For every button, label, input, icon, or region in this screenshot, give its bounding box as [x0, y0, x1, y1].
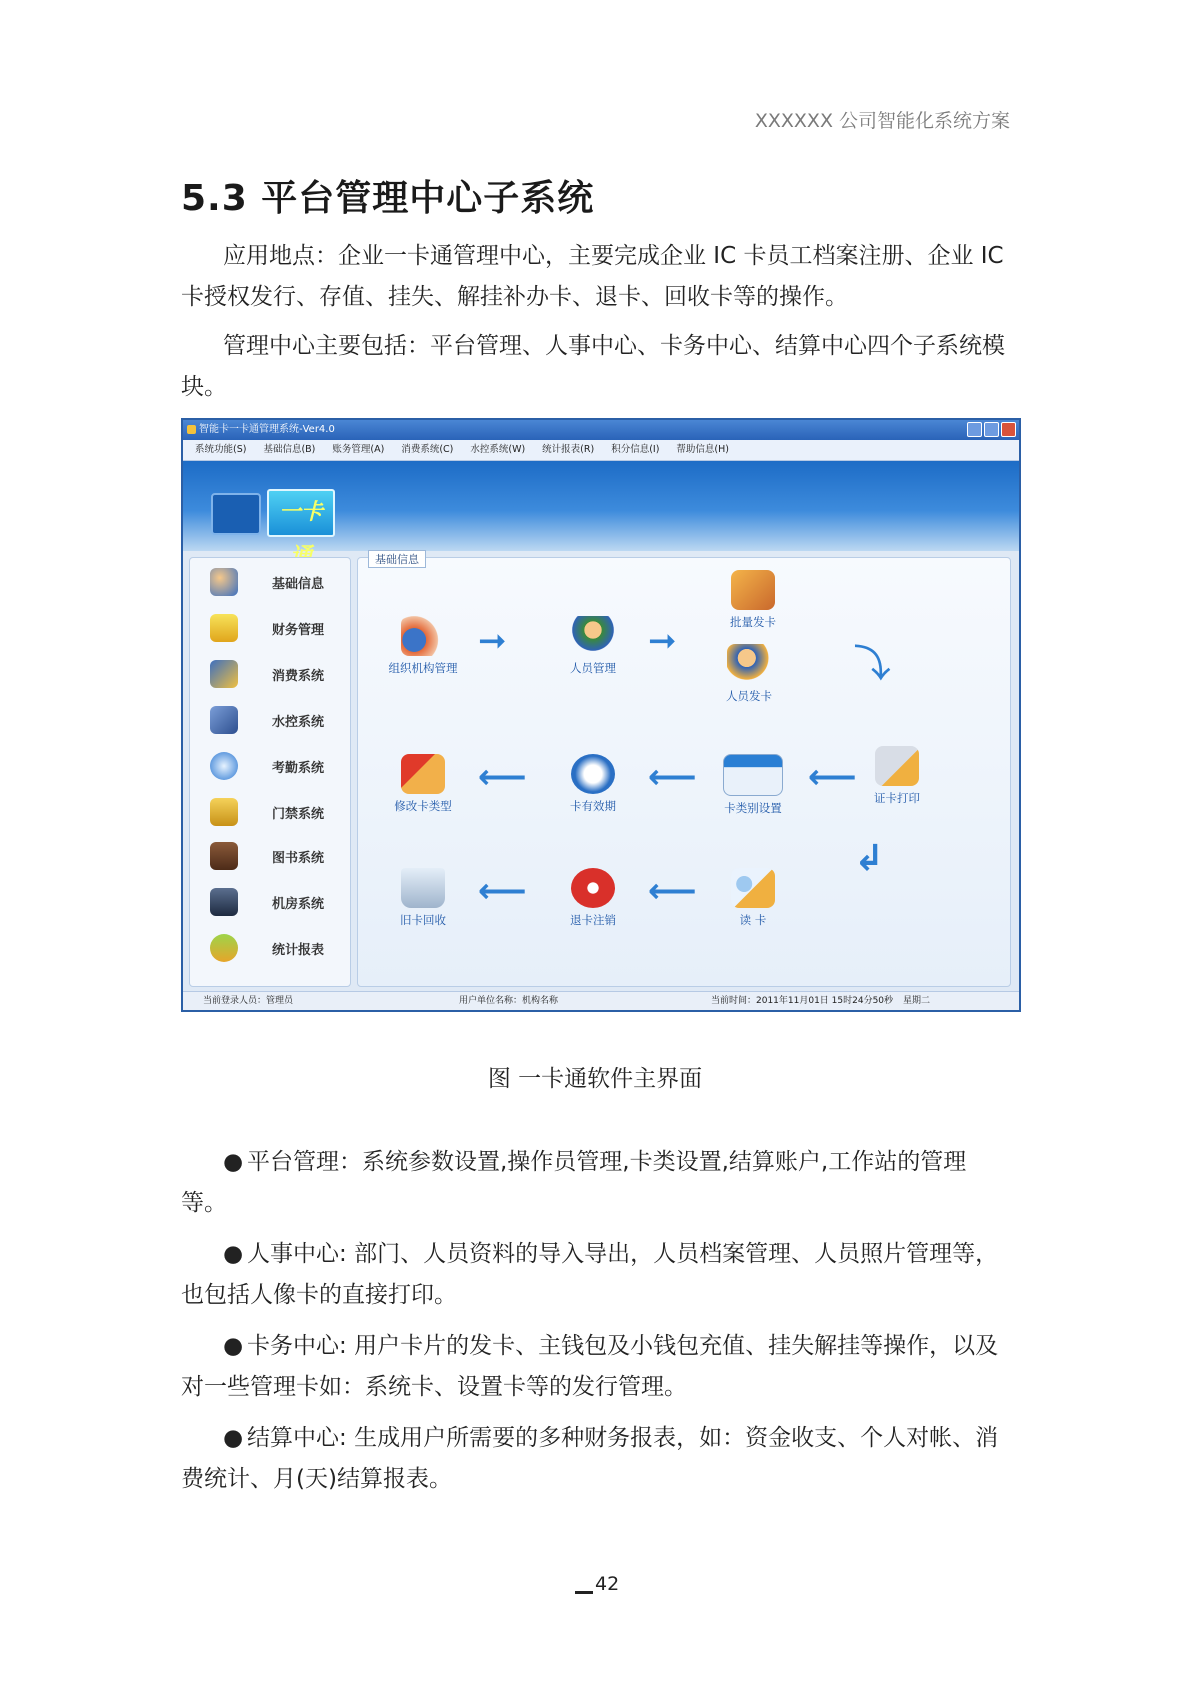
section-title: 5.3 平台管理中心子系统 — [181, 178, 595, 219]
card-settings-icon — [723, 754, 783, 796]
window-title: 智能卡一卡通管理系统-Ver4.0 — [199, 424, 335, 435]
menu-reports[interactable]: 统计报表(R) — [542, 444, 595, 455]
page-number: 42 — [575, 1573, 619, 1595]
safe-icon — [210, 614, 238, 642]
minimize-icon[interactable] — [967, 422, 982, 437]
page-header: XXXXXX 公司智能化系统方案 — [754, 110, 1010, 132]
arrow-left-icon: ⟵ — [478, 871, 527, 911]
person-card-icon — [727, 644, 771, 684]
close-icon[interactable] — [1001, 422, 1016, 437]
sidebar-item-reports[interactable]: 统计报表 — [190, 928, 350, 968]
paragraph-location: 应用地点：企业一卡通管理中心，主要完成企业 IC 卡员工档案注册、企业 IC 卡授权发行、存值、挂失、解挂补办卡、退卡、回收卡等的操作。 — [181, 243, 1004, 310]
app-icon — [187, 425, 196, 434]
sidebar-item-basic-info[interactable]: 基础信息 — [190, 562, 350, 602]
menu-bar — [183, 440, 1019, 461]
logo-text: 一卡 — [267, 489, 335, 537]
sidebar-item-computer-room[interactable]: 机房系统 — [190, 882, 350, 922]
node-modify-card-type[interactable]: 修改卡类型 — [368, 754, 478, 814]
software-screenshot — [181, 418, 1021, 1012]
app-banner — [183, 461, 1019, 551]
status-weekday: 星期二 — [903, 996, 931, 1006]
node-old-card-recycle[interactable]: 旧卡回收 — [368, 868, 478, 928]
status-bar — [183, 991, 1019, 1010]
window-titlebar — [183, 420, 1019, 440]
arrow-right-icon: ➞ — [648, 621, 677, 661]
module-sidebar — [189, 557, 351, 987]
door-icon — [210, 798, 238, 826]
logo-c-shape — [211, 493, 261, 535]
sidebar-item-attendance[interactable]: 考勤系统 — [190, 746, 350, 786]
menu-help[interactable]: 帮助信息(H) — [676, 444, 729, 455]
arrow-down-icon: ⤵ — [854, 644, 891, 685]
arrow-left-icon: ⟵ — [648, 871, 697, 911]
water-meter-icon — [210, 706, 238, 734]
sidebar-item-consumption[interactable]: 消费系统 — [190, 654, 350, 694]
window-controls — [967, 422, 1016, 437]
status-time: 当前时间：2011年11月01日 15时24分50秒 — [711, 996, 894, 1006]
rf-reader-icon — [731, 868, 775, 908]
books-icon — [210, 842, 238, 870]
menu-water[interactable]: 水控系统(W) — [470, 444, 526, 455]
menu-basic-info[interactable]: 基础信息(B) — [263, 444, 316, 455]
recycle-bin-icon — [401, 868, 445, 908]
bullet-settlement: ● 结算中心: 生成用户所需要的多种财务报表，如：资金收支、个人对帐、消费统计、月(天)结算报表。 — [181, 1425, 999, 1492]
node-batch-issue[interactable]: 批量发卡 — [698, 570, 808, 630]
maximize-icon[interactable] — [984, 422, 999, 437]
menu-system[interactable]: 系统功能(S) — [195, 444, 247, 455]
org-house-icon — [401, 616, 445, 656]
node-read-card[interactable]: 读 卡 — [698, 868, 808, 928]
sidebar-item-finance[interactable]: 财务管理 — [190, 608, 350, 648]
app-logo — [211, 485, 335, 537]
card-stack-icon — [731, 570, 775, 610]
clock-icon — [210, 752, 238, 780]
figure-caption: 图 一卡通软件主界面 — [487, 1066, 703, 1092]
card-edit-icon — [401, 754, 445, 794]
workflow-panel — [357, 553, 1011, 987]
node-card-validity[interactable]: 卡有效期 — [538, 754, 648, 814]
menu-consumption[interactable]: 消费系统(C) — [401, 444, 454, 455]
node-card-cancel[interactable]: 退卡注销 — [538, 868, 648, 928]
node-card-print[interactable]: 证卡打印 — [842, 746, 952, 806]
cancel-x-icon — [571, 868, 615, 908]
node-card-type-setting[interactable]: 卡类别设置 — [698, 754, 808, 816]
status-user: 当前登录人员：管理员 — [203, 996, 294, 1006]
arrow-left-icon: ⟵ — [648, 757, 697, 797]
menu-accounts[interactable]: 账务管理(A) — [332, 444, 385, 455]
pos-terminal-icon — [210, 660, 238, 688]
people-icon — [571, 616, 615, 656]
node-person-issue[interactable]: 人员发卡 — [694, 644, 804, 704]
sidebar-item-water[interactable]: 水控系统 — [190, 700, 350, 740]
printer-icon — [875, 746, 919, 786]
sidebar-item-library[interactable]: 图书系统 — [190, 836, 350, 876]
node-org-management[interactable]: 组织机构管理 — [368, 616, 478, 676]
bullet-hr: ● 人事中心: 部门、人员资料的导入导出，人员档案管理、人员照片管理等，也包括人像卡的直接打印。 — [181, 1241, 999, 1308]
status-unit: 用户单位名称：机构名称 — [459, 996, 559, 1006]
people-icon — [210, 568, 238, 596]
paragraph-modules: 管理中心主要包括：平台管理、人事中心、卡务中心、结算中心四个子系统模块。 — [181, 333, 1005, 400]
arrow-left-icon: ⟵ — [808, 757, 857, 797]
computer-icon — [210, 888, 238, 916]
clock-icon — [571, 754, 615, 794]
menu-points[interactable]: 积分信息(I) — [611, 444, 660, 455]
arrow-left-icon: ⟵ — [478, 757, 527, 797]
pie-chart-icon — [210, 934, 238, 962]
sidebar-item-access[interactable]: 门禁系统 — [190, 792, 350, 832]
node-people-management[interactable]: 人员管理 — [538, 616, 648, 676]
bullet-card-service: ● 卡务中心: 用户卡片的发卡、主钱包及小钱包充值、挂失解挂等操作，以及对一些管理卡如：系统卡、设置卡等的发行管理。 — [181, 1333, 999, 1400]
panel-tab-basic-info[interactable]: 基础信息 — [368, 550, 426, 568]
arrow-right-icon: ➞ — [478, 621, 507, 661]
bullet-platform: ● 平台管理：系统参数设置,操作员管理,卡类设置,结算账户,工作站的管理等。 — [181, 1149, 967, 1216]
arrow-down-left-icon: ↲ — [854, 838, 885, 879]
